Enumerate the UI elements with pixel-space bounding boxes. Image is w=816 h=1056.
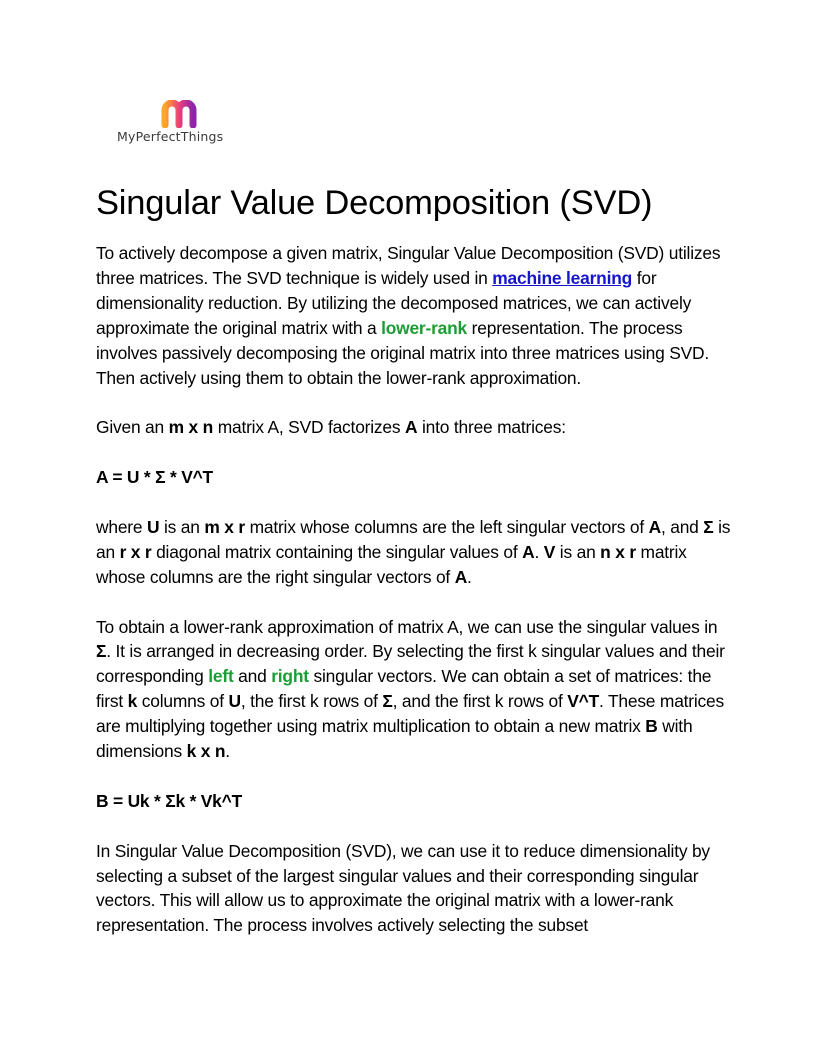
brand-mark-icon xyxy=(160,100,208,128)
machine-learning-link[interactable]: machine learning xyxy=(492,267,633,288)
intro-paragraph: To actively decompose a given matrix, Singular Value Decomposition (SVD) utilizes three matrices. The SVD technique is widely used in machine learning for dimensionality reduction. By utilizing the decomposed matrices, we can actively approximate the original matrix with a lower-rank representation. The process involves passively decomposing the original matrix into three matrices using SVD. Then actively using them to obtain the lower-rank approximation. xyxy=(96,243,721,388)
left-highlight: left xyxy=(208,666,234,687)
given-paragraph: Given an m x n matrix A, SVD factorizes A into three matrices: xyxy=(96,417,566,438)
closing-paragraph: In Singular Value Decomposition (SVD), we can use it to reduce dimensionality by selecting a subset of the largest singular values and their corresponding singular vectors. This will allow us to approximate the original matrix with a lower-rank representation. The process involves actively selecting the subset xyxy=(96,840,710,936)
formula-svd: A = U * Σ * V^T xyxy=(96,467,213,488)
brand-logo[interactable] xyxy=(117,100,257,150)
formula-lowrank: B = Uk * Σk * Vk^T xyxy=(96,790,243,811)
brand-name: MyPerfectThings xyxy=(117,129,224,144)
lowrank-paragraph: To obtain a lower-rank approximation of matrix A, we can use the singular values in Σ. It is arranged in decreasing order. By selecting the first k singular values and their corresponding left and right singular vectors. We can obtain a set of matrices: the first k columns of U, the first k rows of Σ, and the first k rows of V^T. These matrices are multiplying together using matrix multiplication to obtain a new matrix B with dimensions k x n. xyxy=(96,616,725,762)
article-title: Singular Value Decomposition (SVD) xyxy=(96,184,653,222)
right-highlight: right xyxy=(271,666,309,687)
lower-rank-highlight: lower-rank xyxy=(381,317,468,338)
where-paragraph: where U is an m x r matrix whose columns are the left singular vectors of A, and Σ is an r x r diagonal matrix containing the singular values of A. V is an n x r matrix whose columns are the right singular vectors of A. xyxy=(96,516,731,587)
article xyxy=(96,181,736,938)
